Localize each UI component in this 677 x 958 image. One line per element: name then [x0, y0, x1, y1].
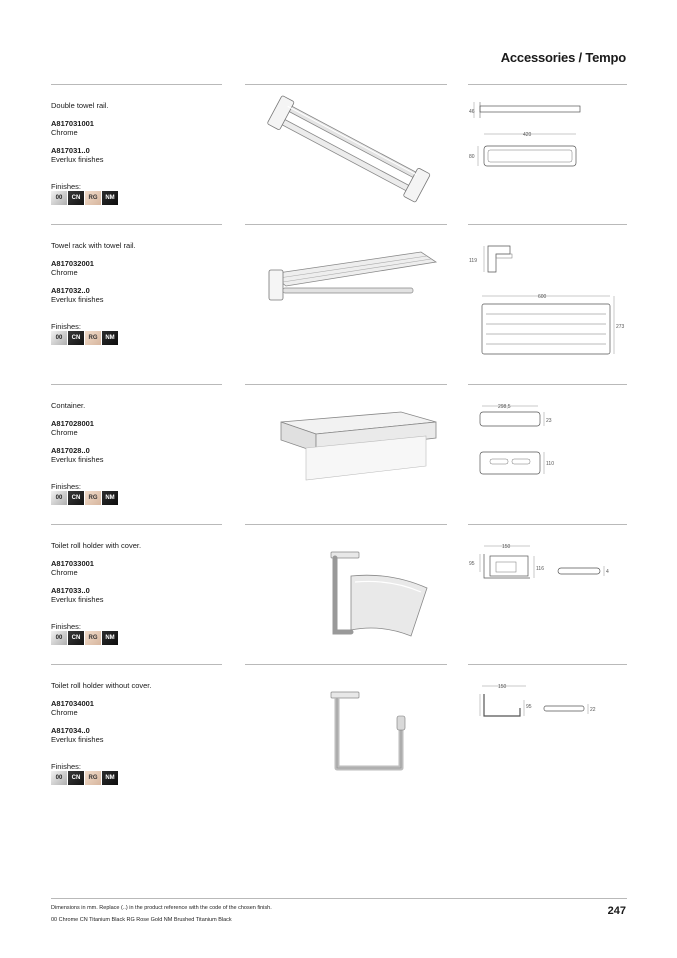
finish-swatch-brushed-titanium-black: NM	[102, 191, 118, 205]
divider	[51, 664, 222, 665]
product-photo	[251, 672, 446, 797]
everlux-label: Everlux finishes	[51, 735, 104, 744]
finish-swatch-brushed-titanium-black: NM	[102, 331, 118, 345]
chrome-reference: A817028001	[51, 418, 94, 428]
divider	[245, 524, 447, 525]
product-photo	[251, 92, 446, 217]
product-info	[51, 241, 221, 305]
finishes-label: Finishes:	[51, 622, 82, 631]
divider	[468, 224, 627, 225]
product-toilet-roll-holder-cover	[51, 524, 627, 664]
divider	[51, 224, 222, 225]
product-info	[51, 401, 221, 465]
dim-width: 420	[523, 132, 532, 138]
dim-width: 298,5	[498, 404, 511, 410]
product-description: Container.	[51, 401, 86, 410]
finish-swatch-titanium-black: CN	[68, 491, 84, 505]
divider	[468, 384, 627, 385]
finish-swatch-chrome: 00	[51, 331, 67, 345]
product-towel-rack	[51, 224, 627, 364]
everlux-reference: A817032..0	[51, 285, 90, 295]
product-container	[51, 384, 627, 524]
dim-depth: 273	[616, 324, 625, 330]
finish-swatch-rose-gold: RG	[85, 491, 101, 505]
finish-swatch-brushed-titanium-black: NM	[102, 631, 118, 645]
finish-swatch-chrome: 00	[51, 771, 67, 785]
finish-swatch-titanium-black: CN	[68, 191, 84, 205]
divider	[51, 384, 222, 385]
finish-swatch-rose-gold: RG	[85, 331, 101, 345]
everlux-label: Everlux finishes	[51, 295, 104, 304]
everlux-reference: A817033..0	[51, 585, 90, 595]
finish-legend: 00 Chrome CN Titanium Black RG Rose Gold NM Brushed Titanium Black	[51, 917, 232, 923]
dim-height: 110	[546, 461, 554, 467]
finishes-label: Finishes:	[51, 482, 82, 491]
chrome-reference: A817031001	[51, 118, 94, 128]
finish-swatch-brushed-titanium-black: NM	[102, 771, 118, 785]
product-photo	[251, 532, 446, 657]
technical-drawing	[468, 392, 627, 517]
dim-depth: 116	[536, 566, 544, 572]
technical-drawing	[468, 672, 627, 797]
finish-swatch-chrome: 00	[51, 191, 67, 205]
dim-depth: 22	[590, 707, 596, 713]
everlux-reference: A817031..0	[51, 145, 90, 155]
product-double-towel-rail	[51, 84, 627, 224]
divider	[468, 84, 627, 85]
finish-swatches	[51, 771, 118, 785]
divider	[245, 84, 447, 85]
chrome-reference: A817034001	[51, 698, 94, 708]
finish-swatch-rose-gold: RG	[85, 771, 101, 785]
dim-width: 600	[538, 294, 547, 300]
everlux-reference: A817028..0	[51, 445, 90, 455]
divider	[468, 664, 627, 665]
divider	[245, 224, 447, 225]
product-info	[51, 541, 221, 605]
dim-depth: 46	[469, 109, 475, 115]
product-description: Toilet roll holder without cover.	[51, 681, 152, 690]
finish-swatch-chrome: 00	[51, 491, 67, 505]
dim-thickness: 4	[606, 569, 609, 575]
footer-divider	[51, 898, 627, 899]
finish-swatch-titanium-black: CN	[68, 631, 84, 645]
technical-drawing	[468, 232, 627, 357]
finish-swatch-titanium-black: CN	[68, 771, 84, 785]
chrome-reference: A817032001	[51, 258, 94, 268]
dim-width: 150	[502, 544, 511, 550]
product-photo	[251, 392, 446, 517]
dim-height: 80	[469, 154, 475, 160]
footer-note: Dimensions in mm. Replace (..) in the product reference with the code of the chosen finish.	[51, 905, 272, 911]
dim-height: 95	[469, 561, 475, 567]
chrome-label: Chrome	[51, 268, 78, 277]
product-description: Towel rack with towel rail.	[51, 241, 136, 250]
finish-swatches	[51, 631, 118, 645]
finish-swatch-titanium-black: CN	[68, 331, 84, 345]
finish-swatch-rose-gold: RG	[85, 191, 101, 205]
page-number: 247	[607, 905, 626, 917]
product-photo	[251, 232, 446, 357]
finish-swatch-chrome: 00	[51, 631, 67, 645]
product-toilet-roll-holder	[51, 664, 627, 804]
finishes-label: Finishes:	[51, 182, 82, 191]
dim-height: 119	[469, 258, 477, 264]
technical-drawing	[468, 532, 627, 657]
finish-swatch-rose-gold: RG	[85, 631, 101, 645]
dim-height: 95	[526, 704, 532, 710]
chrome-reference: A817033001	[51, 558, 94, 568]
technical-drawing	[468, 92, 627, 217]
page-title: Accessories / Tempo	[500, 50, 626, 65]
product-info	[51, 681, 221, 745]
product-info	[51, 101, 221, 165]
everlux-label: Everlux finishes	[51, 455, 104, 464]
divider	[245, 664, 447, 665]
dim-width: 150	[498, 684, 507, 690]
product-description: Toilet roll holder with cover.	[51, 541, 142, 550]
everlux-reference: A817034..0	[51, 725, 90, 735]
divider	[51, 524, 222, 525]
chrome-label: Chrome	[51, 128, 78, 137]
finish-swatches	[51, 491, 118, 505]
finish-swatch-brushed-titanium-black: NM	[102, 491, 118, 505]
divider	[468, 524, 627, 525]
chrome-label: Chrome	[51, 708, 78, 717]
everlux-label: Everlux finishes	[51, 155, 104, 164]
finish-swatches	[51, 331, 118, 345]
chrome-label: Chrome	[51, 428, 78, 437]
chrome-label: Chrome	[51, 568, 78, 577]
divider	[245, 384, 447, 385]
product-description: Double towel rail.	[51, 101, 109, 110]
dim-depth: 23	[546, 418, 552, 424]
finishes-label: Finishes:	[51, 762, 82, 771]
everlux-label: Everlux finishes	[51, 595, 104, 604]
divider	[51, 84, 222, 85]
finish-swatches	[51, 191, 118, 205]
finishes-label: Finishes:	[51, 322, 82, 331]
